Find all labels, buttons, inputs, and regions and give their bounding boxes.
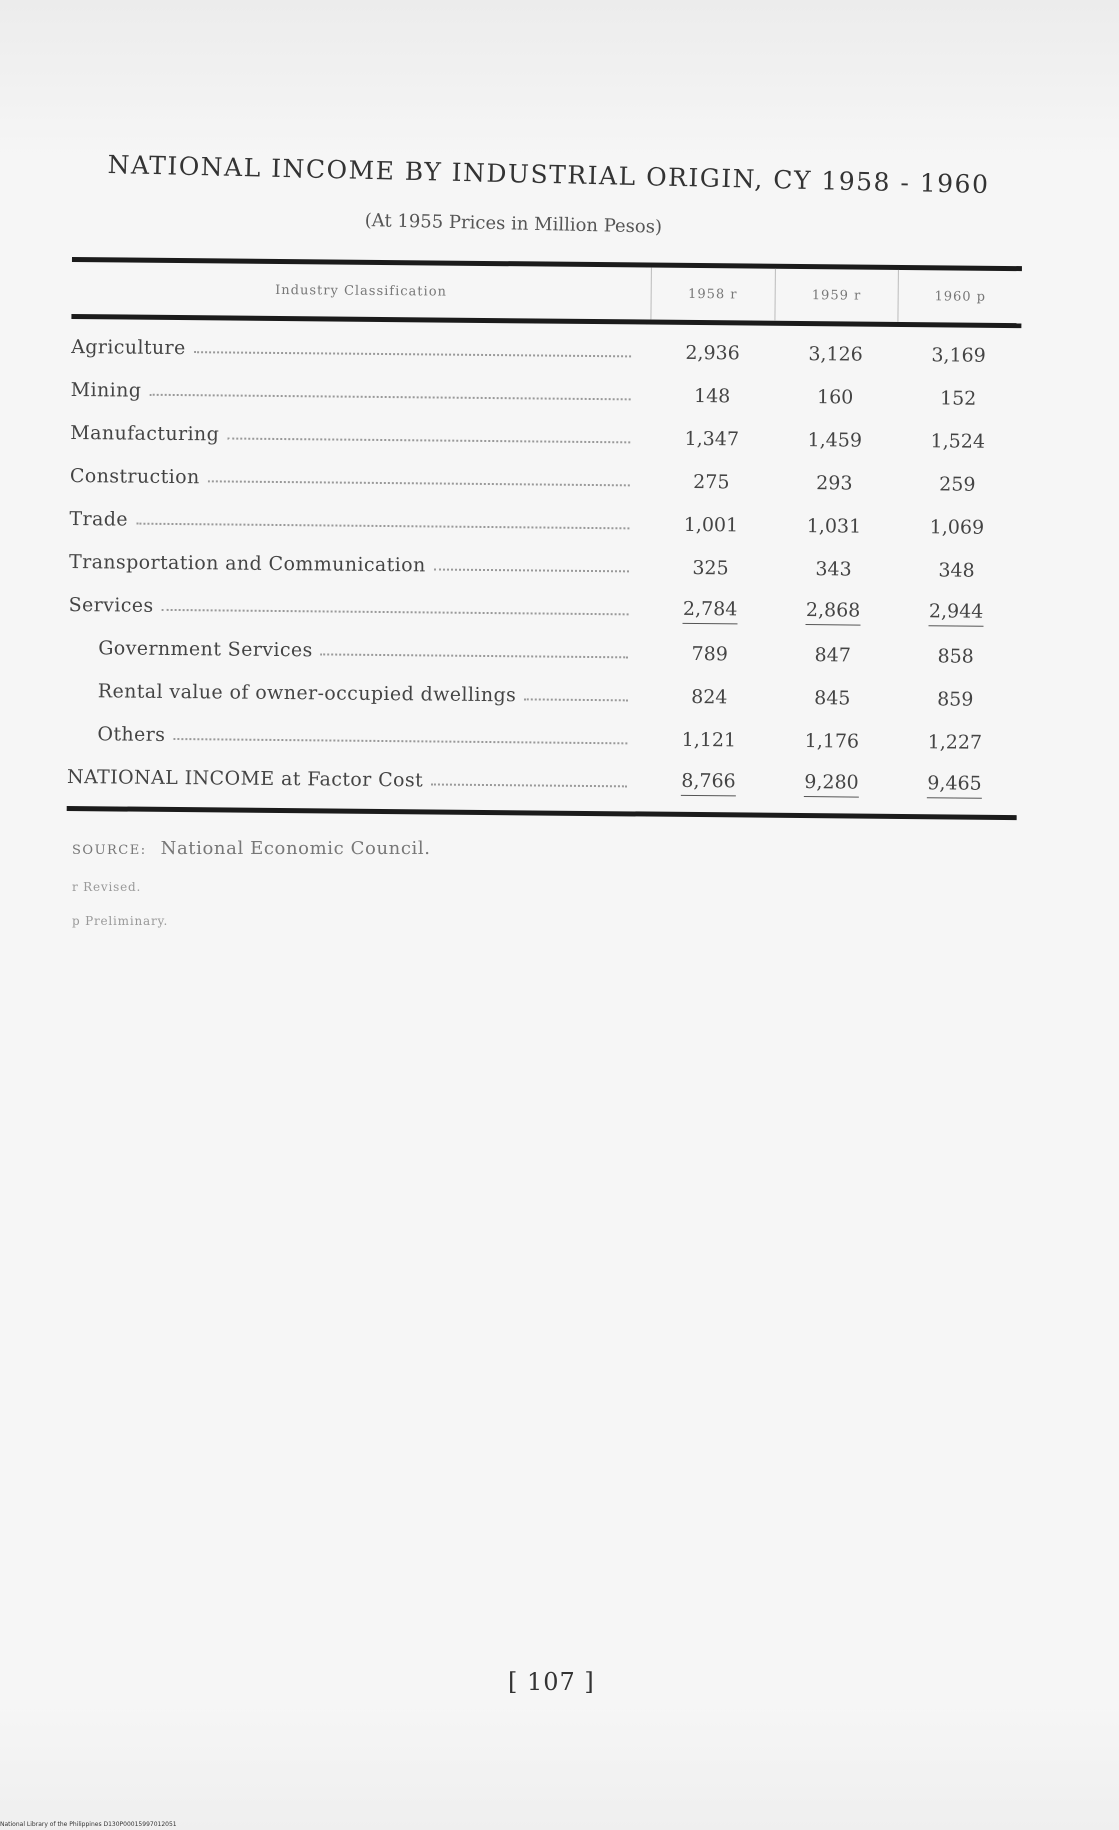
note-preliminary: p Preliminary. bbox=[72, 914, 169, 928]
row-label: Manufacturing bbox=[70, 421, 227, 445]
cell-1958: 2,784 bbox=[683, 597, 738, 624]
cell-1958: 824 bbox=[691, 685, 728, 708]
cell-1960: 1,524 bbox=[930, 429, 986, 453]
cell-1959: 3,126 bbox=[808, 342, 863, 366]
page-number: [ 107 ] bbox=[508, 1668, 595, 1696]
row-label: Rental value of owner-occupied dwellings bbox=[98, 680, 525, 706]
row-label: Others bbox=[97, 723, 173, 746]
cell-1958: 1,347 bbox=[684, 427, 740, 450]
cell-1959: 293 bbox=[816, 471, 853, 495]
cell-1959: 1,176 bbox=[804, 729, 860, 753]
cell-1959: 160 bbox=[816, 385, 854, 409]
row-label: NATIONAL INCOME at Factor Cost bbox=[67, 765, 431, 790]
cell-1958: 8,766 bbox=[681, 769, 736, 796]
cell-1960: 348 bbox=[938, 558, 975, 582]
header-year-1960: 1960 p bbox=[898, 270, 1022, 323]
cell-1959: 1,031 bbox=[806, 514, 862, 538]
cell-1958: 1,121 bbox=[681, 728, 737, 751]
cell-1960: 859 bbox=[937, 687, 974, 711]
header-year-1958: 1958 r bbox=[650, 268, 774, 321]
cell-1960: 9,465 bbox=[927, 772, 982, 799]
header-industry-classification: Industry Classification bbox=[275, 282, 448, 300]
cell-1959: 343 bbox=[815, 557, 852, 580]
cell-1959: 845 bbox=[814, 686, 851, 709]
row-label: Mining bbox=[71, 378, 150, 401]
row-label: Trade bbox=[69, 507, 136, 530]
cell-1959: 9,280 bbox=[804, 771, 859, 798]
row-label: Government Services bbox=[98, 637, 321, 661]
cell-1958: 789 bbox=[691, 642, 728, 665]
source-text: National Economic Council. bbox=[160, 838, 431, 859]
row-label: Construction bbox=[70, 464, 208, 487]
income-table bbox=[67, 257, 1022, 820]
cell-1958: 1,001 bbox=[683, 513, 739, 536]
cell-1959: 1,459 bbox=[807, 428, 863, 452]
row-label: Agriculture bbox=[71, 335, 194, 358]
cell-1959: 847 bbox=[814, 643, 851, 666]
footer-meta: National Library of the Philippines D130P00015997012051 bbox=[0, 1821, 177, 1828]
cell-1958: 275 bbox=[693, 470, 730, 493]
cell-1960: 1,227 bbox=[927, 730, 983, 754]
cell-1958: 2,936 bbox=[685, 341, 740, 364]
table-subtitle: (At 1955 Prices in Million Pesos) bbox=[364, 210, 663, 238]
table-header-row bbox=[71, 262, 1021, 323]
row-label: Transportation and Communication bbox=[69, 550, 434, 575]
cell-1958: 148 bbox=[693, 384, 731, 407]
cell-1960: 259 bbox=[939, 472, 976, 496]
note-revised: r Revised. bbox=[72, 880, 142, 894]
cell-1958: 325 bbox=[692, 556, 729, 579]
cell-1959: 2,868 bbox=[806, 599, 861, 626]
cell-1960: 152 bbox=[939, 386, 977, 410]
source-label: SOURCE: bbox=[72, 843, 147, 858]
row-label: Services bbox=[69, 593, 162, 616]
source-note bbox=[72, 838, 431, 859]
cell-1960: 1,069 bbox=[929, 515, 985, 539]
cell-1960: 858 bbox=[937, 644, 974, 668]
cell-1960: 3,169 bbox=[931, 343, 986, 367]
cell-1960: 2,944 bbox=[929, 600, 984, 627]
table-title: NATIONAL INCOME BY INDUSTRIAL ORIGIN, CY 1958 - 1960 bbox=[107, 150, 990, 200]
header-year-1959: 1959 r bbox=[774, 269, 898, 322]
table-row-national-income bbox=[67, 755, 1017, 807]
